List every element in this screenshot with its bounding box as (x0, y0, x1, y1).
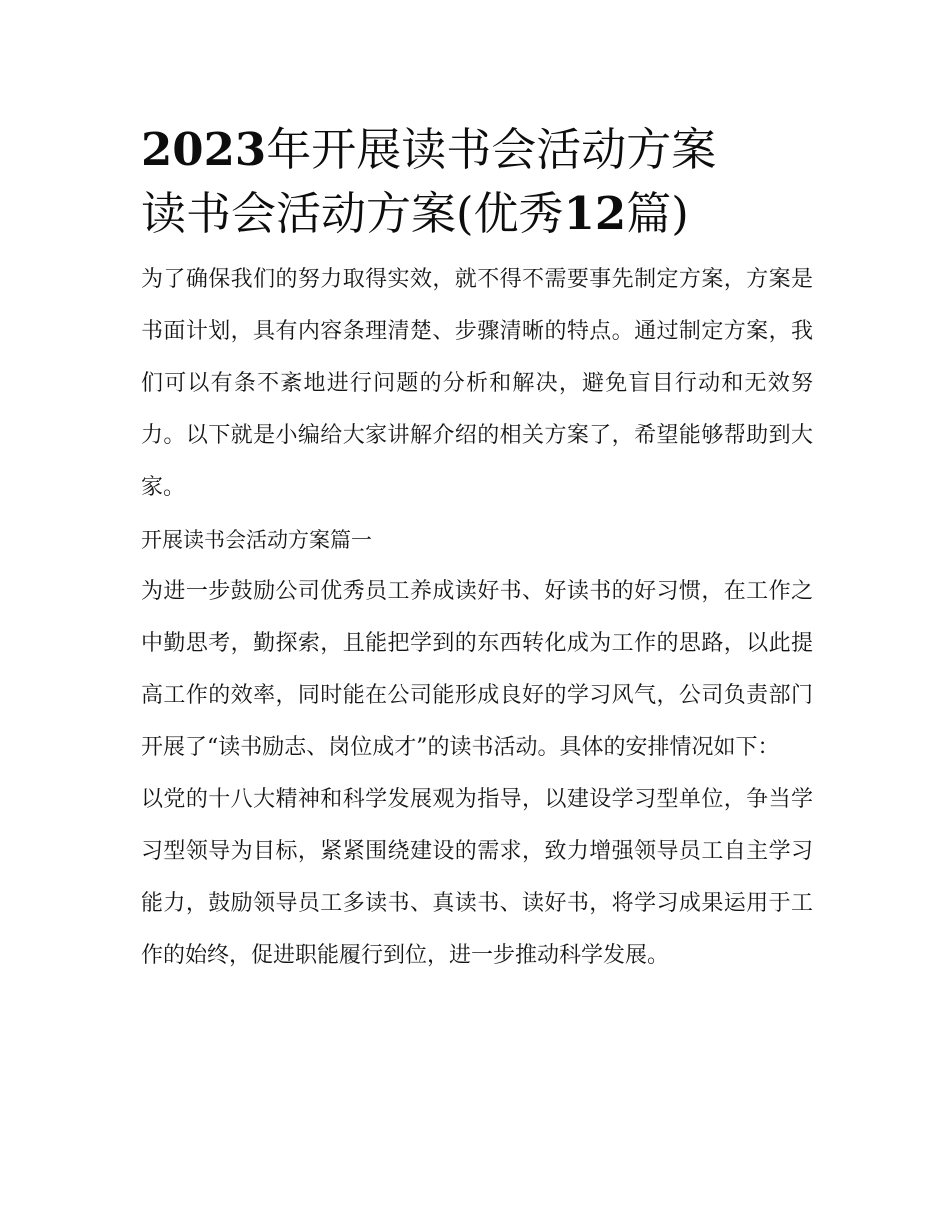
document-title (141, 118, 813, 246)
intro-paragraph: 为了确保我们的努力取得实效，就不得不需要事先制定方案，方案是书面计划，具有内容条理清楚、步骤清晰的特点。通过制定方案，我们可以有条不紊地进行问题的分析和解决，避免盲目行动和无效努力。以下就是小编给大家讲解介绍的相关方案了，希望能够帮助到大家。 (141, 267, 813, 500)
section-paragraph-1: 为进一步鼓励公司优秀员工养成读好书、好读书的好习惯，在工作之中勤思考，勤探索，且能把学到的东西转化成为工作的思路，以此提高工作的效率，同时能在公司能形成良好的学习风气，公司负责部门开展了“读书励志、岗位成才”的读书活动。具体的安排情况如下： (141, 579, 813, 760)
title-line-1-text: 年开展读书会活动方案 (266, 123, 717, 176)
title-count: 12 (563, 187, 627, 240)
title-line-2-text-a: 读书会活动方案(优秀 (141, 187, 564, 240)
title-line-1 (141, 118, 813, 182)
title-year: 2023 (141, 123, 267, 176)
title-line-2 (141, 182, 813, 246)
section-heading: 开展读书会活动方案篇一 (141, 528, 372, 552)
title-line-2-text-b: 篇) (626, 187, 689, 240)
section-paragraph-2: 以党的十八大精神和科学发展观为指导，以建设学习型单位，争当学习型领导为目标，紧紧围绕建设的需求，致力增强领导员工自主学习能力，鼓励领导员工多读书、真读书、读好书，将学习成果运用于工作的始终，促进职能履行到位，进一步推动科学发展。 (141, 787, 813, 968)
document-content (141, 118, 813, 982)
